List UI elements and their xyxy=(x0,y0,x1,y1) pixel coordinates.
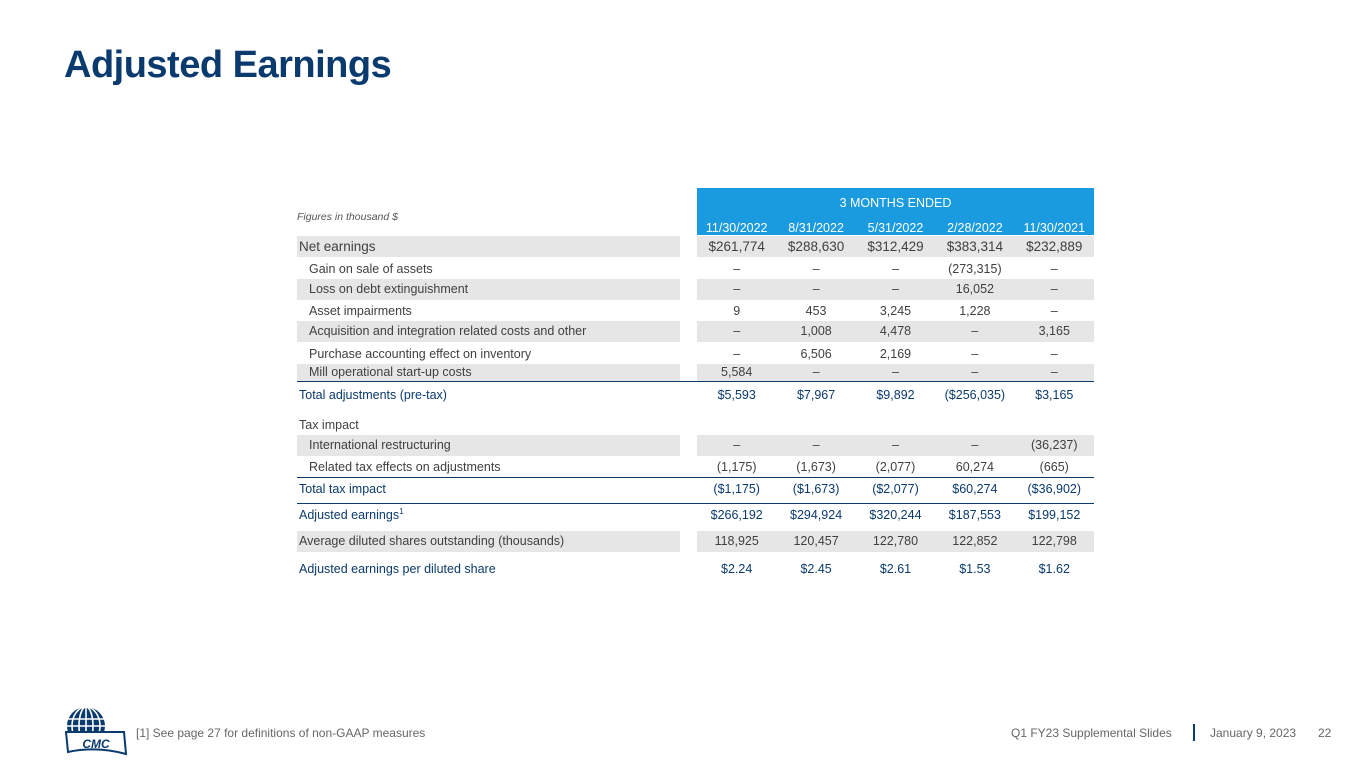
cell: – xyxy=(733,261,741,276)
row-acquisition-costs xyxy=(297,321,1094,342)
cell: $383,314 xyxy=(946,239,1004,254)
cell: – xyxy=(1050,365,1058,379)
cell: – xyxy=(892,261,899,276)
date-header: 2/28/2022 xyxy=(947,221,1003,235)
row-values xyxy=(697,562,1094,576)
cell: $2.61 xyxy=(879,561,912,576)
cell: – xyxy=(1050,346,1058,361)
cell: 1,228 xyxy=(959,303,991,318)
row-gain-sale xyxy=(297,258,1094,279)
cell: 9 xyxy=(733,303,741,318)
cell: – xyxy=(892,365,899,379)
footnote: [1] See page 27 for definitions of non-GAAP measures xyxy=(136,726,426,740)
cmc-logo xyxy=(64,702,128,758)
page-number: 22 xyxy=(1318,726,1332,740)
cell: – xyxy=(733,324,741,338)
cell: – xyxy=(812,438,820,452)
row-label: Total adjustments (pre-tax) xyxy=(299,387,447,402)
cell: 122,780 xyxy=(872,534,919,548)
row-label-text: Adjusted earnings xyxy=(299,508,400,523)
logo-text: CMC xyxy=(82,737,110,751)
cell: – xyxy=(733,438,741,452)
cell: ($1,673) xyxy=(792,481,840,496)
cell: 16,052 xyxy=(955,282,994,296)
cell: $2.45 xyxy=(800,561,832,576)
row-values xyxy=(697,304,1094,318)
cell: $320,244 xyxy=(869,507,922,522)
figures-note: Figures in thousand $ xyxy=(297,211,398,223)
footer-separator xyxy=(1193,724,1195,741)
cell: 3,165 xyxy=(1038,324,1070,338)
cell: $60,274 xyxy=(952,481,998,496)
footnote-marker: 1 xyxy=(399,506,404,516)
cell: – xyxy=(733,282,741,296)
row-adjusted-earnings xyxy=(297,504,1094,525)
cell: 2,169 xyxy=(879,346,912,361)
cell: $9,892 xyxy=(876,387,915,402)
cell: – xyxy=(971,324,979,338)
row-values xyxy=(697,364,1094,381)
cell: – xyxy=(1050,261,1058,276)
row-label: Loss on debt extinguishment xyxy=(297,279,680,300)
footer-date: January 9, 2023 xyxy=(1210,726,1297,740)
cell: – xyxy=(812,261,820,276)
row-label: Purchase accounting effect on inventory xyxy=(309,346,532,361)
cell: $312,429 xyxy=(867,239,924,254)
row-values xyxy=(697,435,1094,456)
row-loss-debt xyxy=(297,279,1094,300)
cell: – xyxy=(812,365,820,379)
row-tax-impact xyxy=(297,414,1094,435)
row-mill-startup xyxy=(297,364,1094,381)
row-asset-impairments xyxy=(297,300,1094,321)
cell: – xyxy=(812,282,820,296)
cell: (1,175) xyxy=(716,459,757,474)
cell: – xyxy=(971,365,979,379)
divider xyxy=(297,381,1094,382)
row-values xyxy=(697,388,1094,402)
date-header: 8/31/2022 xyxy=(788,221,844,235)
row-values xyxy=(697,321,1094,342)
date-header: 5/31/2022 xyxy=(867,221,924,235)
deck-title: Q1 FY23 Supplemental Slides xyxy=(1011,726,1172,740)
row-international-restructuring xyxy=(297,435,1094,456)
row-label: Gain on sale of assets xyxy=(309,261,433,276)
cell: $232,889 xyxy=(1026,239,1083,254)
cell: $187,553 xyxy=(948,507,1001,522)
row-values xyxy=(697,460,1094,474)
cell: $294,924 xyxy=(790,507,843,522)
cell: 118,925 xyxy=(714,534,759,548)
cell: $1.62 xyxy=(1038,561,1070,576)
cell: – xyxy=(733,346,741,361)
cell: 120,457 xyxy=(793,534,839,548)
row-values xyxy=(697,482,1094,496)
cell: 453 xyxy=(805,303,827,318)
cell: – xyxy=(971,438,979,452)
row-label: Total tax impact xyxy=(299,481,386,496)
row-values xyxy=(697,279,1094,300)
row-label: International restructuring xyxy=(297,435,680,456)
row-label: Net earnings xyxy=(297,236,680,257)
row-net-earnings xyxy=(297,236,1094,257)
period-header xyxy=(697,188,1094,235)
row-label: Average diluted shares outstanding (thousands) xyxy=(297,531,680,552)
date-header: 11/30/2022 xyxy=(705,221,768,235)
row-label: Asset impairments xyxy=(309,303,412,318)
row-total-tax-impact xyxy=(297,478,1094,499)
date-header: 11/30/2021 xyxy=(1023,221,1086,235)
row-purchase-accounting xyxy=(297,343,1094,364)
cell: 5,584 xyxy=(721,365,753,379)
row-related-tax-effects xyxy=(297,456,1094,477)
cell: $261,774 xyxy=(708,239,765,254)
cell: – xyxy=(892,438,899,452)
cell: 60,274 xyxy=(955,459,994,474)
cell: $266,192 xyxy=(710,507,763,522)
cell: (1,673) xyxy=(796,459,836,474)
cell: ($36,902) xyxy=(1027,481,1082,496)
cell: $288,630 xyxy=(787,239,845,254)
cell: (36,237) xyxy=(1030,438,1078,452)
cell: 122,798 xyxy=(1031,534,1077,548)
cell: ($256,035) xyxy=(944,387,1006,402)
cell: 1,008 xyxy=(800,324,832,338)
cell: $199,152 xyxy=(1028,507,1081,522)
cell: 3,245 xyxy=(879,303,912,318)
row-values xyxy=(697,236,1094,257)
cell: 6,506 xyxy=(800,346,832,361)
cell: – xyxy=(892,282,899,296)
cell: (273,315) xyxy=(948,261,1002,276)
row-label xyxy=(297,507,680,522)
cell: ($2,077) xyxy=(872,481,919,496)
row-total-adjustments xyxy=(297,384,1094,405)
row-label: Adjusted earnings per diluted share xyxy=(299,561,496,576)
cell: – xyxy=(971,346,979,361)
period-header-label: 3 MONTHS ENDED xyxy=(839,196,952,210)
cell: 122,852 xyxy=(952,534,998,548)
cell: 4,478 xyxy=(879,324,912,338)
row-label: Mill operational start-up costs xyxy=(297,364,680,381)
row-label: Related tax effects on adjustments xyxy=(309,459,501,474)
cell: ($1,175) xyxy=(713,481,760,496)
row-average-diluted-shares xyxy=(297,531,1094,552)
cell: $1.53 xyxy=(959,561,991,576)
row-label: Acquisition and integration related costs and other xyxy=(297,321,680,342)
row-values xyxy=(697,262,1094,276)
row-values xyxy=(697,531,1094,552)
row-values xyxy=(697,347,1094,361)
cell: (2,077) xyxy=(875,459,916,474)
cell: $2.24 xyxy=(721,561,753,576)
date-headers xyxy=(697,221,1094,235)
page-title: Adjusted Earnings xyxy=(64,44,392,86)
cell: – xyxy=(1050,303,1058,318)
row-adjusted-eps xyxy=(297,558,1094,579)
cell: $3,165 xyxy=(1035,387,1074,402)
cell: $5,593 xyxy=(717,387,756,402)
row-values xyxy=(697,508,1094,522)
row-label: Tax impact xyxy=(299,417,359,432)
cell: – xyxy=(1050,282,1058,296)
cell: $7,967 xyxy=(796,387,836,402)
cell: (665) xyxy=(1039,459,1069,474)
